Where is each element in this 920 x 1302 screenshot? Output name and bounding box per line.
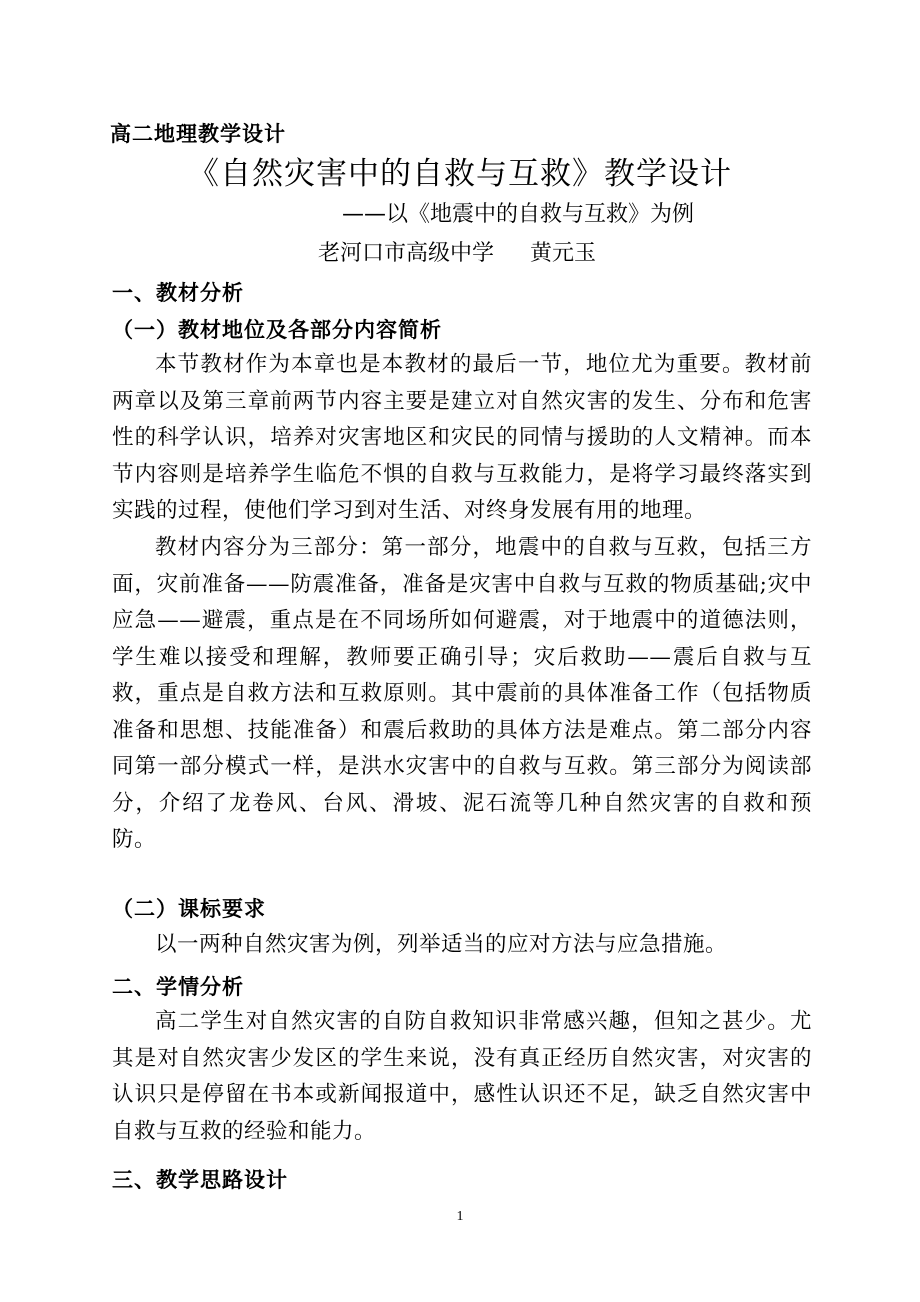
section-heading-textbook-analysis: 一、教材分析 xyxy=(112,281,244,305)
school-name: 老河口市高级中学 xyxy=(318,241,495,266)
document-subtitle: ——以《地震中的自救与互救》为例 xyxy=(342,202,695,227)
section-heading-teaching-design: 三、教学思路设计 xyxy=(112,1168,288,1192)
author-name: 黄元玉 xyxy=(530,241,597,266)
paragraph-student-analysis: 高二学生对自然灾害的自防自救知识非常感兴趣，但知之甚少。尤其是对自然灾害少发区的学生来说，没有真正经历自然灾害，对灾害的认识只是停留在书本或新闻报道中，感性认识还不足，缺乏自然灾害中自救与互救的经验和能力。 xyxy=(112,1009,812,1144)
page-number: 1 xyxy=(456,1209,464,1224)
subsection-heading-curriculum-standard: （二）课标要求 xyxy=(112,897,266,921)
paragraph-curriculum-standard: 以一两种自然灾害为例，列举适当的应对方法与应急措施。 xyxy=(155,932,728,957)
subsection-heading-textbook-position: （一）教材地位及各部分内容简析 xyxy=(112,318,442,342)
paragraph-textbook-position: 本节教材作为本章也是本教材的最后一节，地位尤为重要。教材前两章以及第三章前两节内容主要是建立对自然灾害的发生、分布和危害性的科学认识，培养对灾害地区和灾民的同情与援助的人文精神。而本节内容则是培养学生临危不惧的自救与互救能力，是将学习最终落实到实践的过程，使他们学习到对生活、对终身发展有用的地理。 xyxy=(112,352,812,523)
section-heading-student-analysis: 二、学情分析 xyxy=(112,975,244,999)
document-title: 《自然灾害中的自救与互救》教学设计 xyxy=(188,156,732,192)
paragraph-textbook-content: 教材内容分为三部分：第一部分，地震中的自救与互救，包括三方面，灾前准备——防震准备，准备是灾害中自救与互救的物质基础;灾中应急——避震，重点是在不同场所如何避震，对于地震中的道德法则，学生难以接受和理解，教师要正确引导；灾后救助——震后自救与互救，重点是自救方法和互救原则。其中震前的具体准备工作（包括物质准备和思想、技能准备）和震后救助的具体方法是难点。第二部分内容同第一部分模式一样，是洪水灾害中的自救与互救。第三部分为阅读部分，介绍了龙卷风、台风、滑坡、泥石流等几种自然灾害的自救和预防。 xyxy=(112,535,812,852)
course-label: 高二地理教学设计 xyxy=(110,122,286,146)
author-line xyxy=(318,236,596,267)
